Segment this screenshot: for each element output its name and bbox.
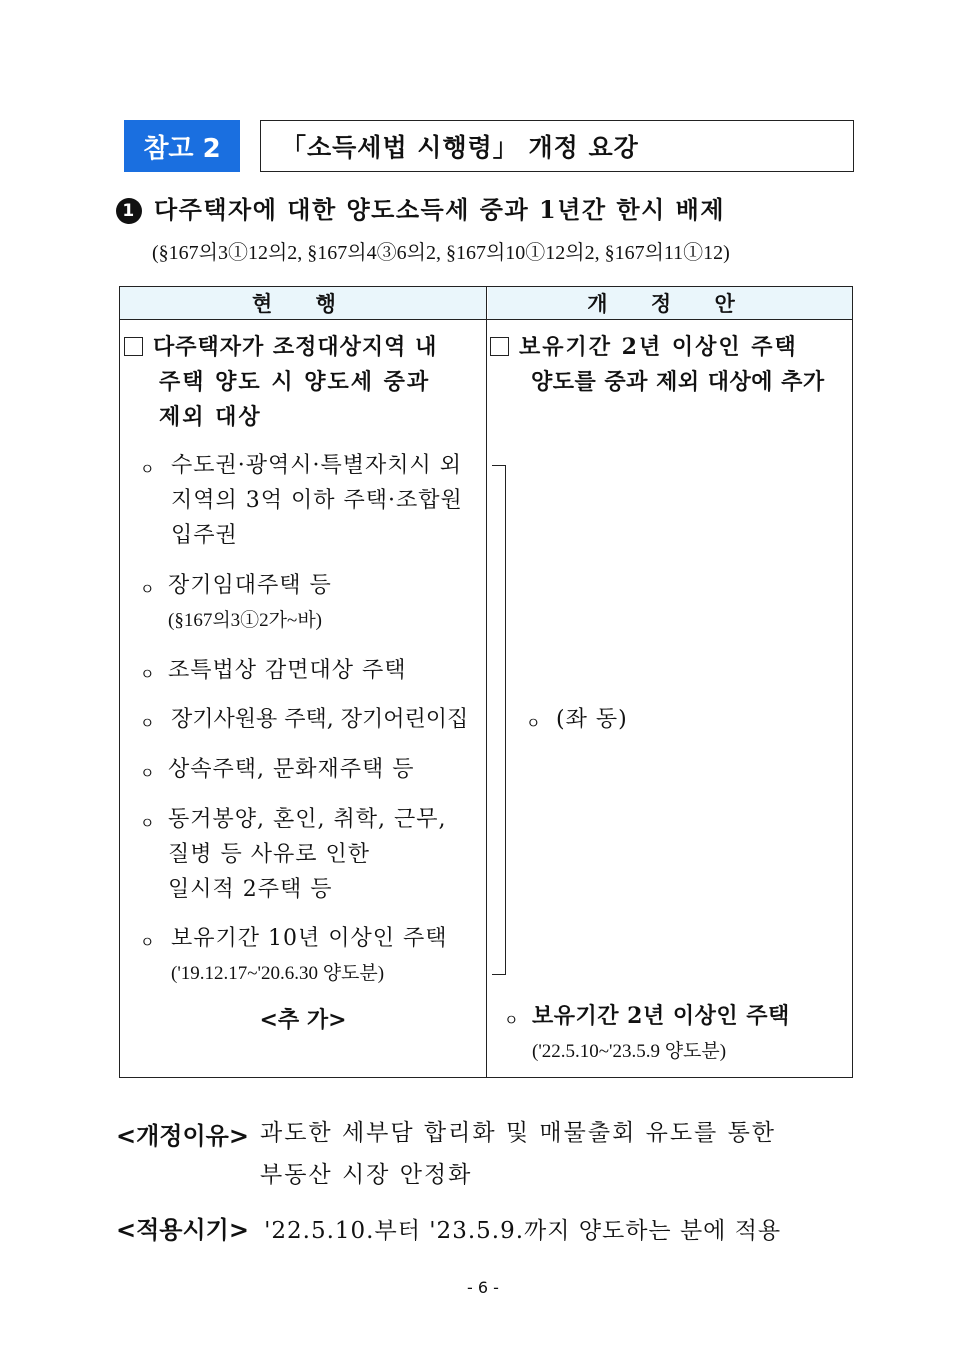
bullet-icon: ㅇ: [140, 764, 155, 782]
item-line: 일시적 2주택 등: [168, 877, 333, 902]
title-text: 「소득세법 시행령」 개정 요강: [281, 133, 639, 162]
apply-period: [116, 1210, 856, 1252]
list-item: 장기사원용 주택, 장기어린이집: [171, 707, 469, 732]
current-main-line2: 주택 양도 시 양도세 중과: [159, 369, 431, 395]
apply-label: <적용시기>: [116, 1216, 249, 1244]
checkbox-icon: [490, 337, 509, 356]
current-main-line3: 제외 대상: [159, 404, 262, 430]
same-as-left-bracket: [492, 465, 506, 975]
item-line: 입주권: [171, 523, 238, 548]
revised-main-line2: 양도를 중과 제외 대상에 추가: [531, 369, 825, 395]
list-item: [168, 568, 332, 638]
bullet-icon: ㅇ: [140, 460, 155, 478]
item-line: 질병 등 사유로 인한: [168, 842, 370, 867]
column-divider: [486, 286, 487, 1078]
item-line: 보유기간 10년 이상인 주택: [171, 926, 448, 951]
header-current: 현 행: [120, 287, 486, 319]
list-item: 상속주택, 문화재주택 등: [168, 757, 415, 782]
revised-main-item: [490, 330, 852, 400]
new-item-sub: ('22.5.10~'23.5.9 양도분): [532, 1041, 727, 1062]
bullet-icon: ㅇ: [504, 1011, 519, 1029]
item-line: 장기임대주택 등: [168, 573, 332, 598]
same-as-left-text: (좌 동): [556, 707, 628, 732]
reference-badge: 참고 2: [124, 120, 240, 172]
added-label: <추 가>: [259, 1007, 347, 1033]
list-item: 조특법상 감면대상 주택: [168, 658, 407, 683]
new-item-line: 보유기간 2년 이상인 주택: [532, 1003, 790, 1029]
page-title: [260, 120, 854, 172]
list-item: [168, 802, 446, 907]
revised-new-item: [532, 999, 790, 1069]
section-references: (§167의3①12의2, §167의4③6의2, §167의10①12의2, §167의11①12): [152, 242, 730, 264]
item-line: 지역의 3억 이하 주택·조합원: [171, 488, 463, 513]
bullet-icon: ㅇ: [526, 714, 541, 732]
apply-text: '22.5.10.부터 '23.5.9.까지 양도하는 분에 적용: [264, 1218, 782, 1244]
item-sub: ('19.12.17~'20.6.30 양도분): [171, 963, 385, 984]
section-heading-text: 다주택자에 대한 양도소득세 중과 1년간 한시 배제: [154, 195, 726, 224]
bullet-icon: ㅇ: [140, 580, 155, 598]
checkbox-icon: [124, 337, 143, 356]
header-revised: 개 정 안: [488, 287, 852, 319]
list-item: [171, 448, 463, 553]
section-heading: [116, 190, 725, 225]
current-main-line1: 다주택자가 조정대상지역 내: [153, 334, 438, 360]
section-number-icon: 1: [116, 198, 142, 224]
revised-main-line1: 보유기간 2년 이상인 주택: [519, 334, 798, 360]
item-sub: (§167의3①2가~바): [168, 610, 322, 631]
item-line: 동거봉양, 혼인, 취학, 근무,: [168, 807, 447, 832]
reason-label: <개정이유>: [116, 1122, 249, 1150]
item-line: 수도권·광역시·특별자치시 외: [171, 453, 463, 478]
bullet-icon: ㅇ: [140, 933, 155, 951]
reason-line1: 과도한 세부담 합리화 및 매물출회 유도를 통한: [260, 1120, 777, 1146]
bullet-icon: ㅇ: [140, 714, 155, 732]
reason-line2: 부동산 시장 안정화: [260, 1162, 473, 1188]
bullet-icon: ㅇ: [140, 814, 155, 832]
bullet-icon: ㅇ: [140, 665, 155, 683]
page-number: - 6 -: [467, 1278, 499, 1297]
current-main-item: [124, 330, 484, 435]
list-item: [171, 921, 448, 991]
